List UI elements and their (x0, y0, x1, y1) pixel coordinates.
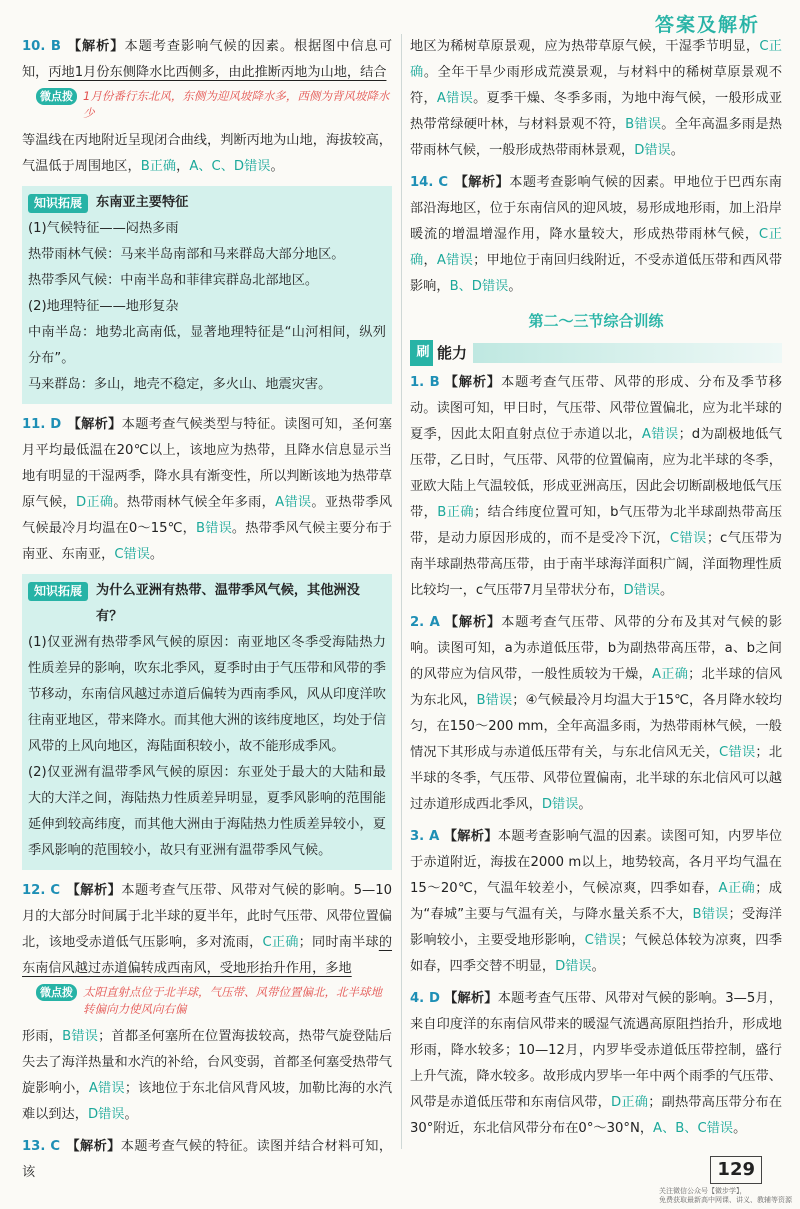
answer-10: 10. B 【解析】本题考查影响气候的因素。根据图中信息可知，丙地1月份东侧降水比西侧多，由此推断丙地为山地，结合 微点拨 1月份番行东北风，东侧为迎风坡降水多，西侧为背风坡降水少 等温线在丙地附近呈现闭合曲线，判断丙地为山地，海拔较高，气温低于周围地区，B正确，A、C、D错误。 (22, 39, 393, 174)
underlined-text: 丙地1月份东侧降水比西侧多，由此推断丙地为山地，结合 (48, 65, 387, 80)
knowledge-badge: 知识拓展 (28, 194, 88, 213)
underlined-text: 的东南信风越过赤道偏转成西南风，受地形抬升作用，多地 (22, 935, 393, 976)
page-number: 129 (710, 1156, 762, 1184)
question-number: 10. B (22, 39, 61, 54)
analysis-tag: 【解析】 (66, 39, 125, 54)
ability-label: 能力 (437, 344, 468, 362)
question-number: 14. C (410, 175, 449, 190)
answer-13-continued: 地区为稀树草原景观，应为热带草原气候，干湿季节明显，C正确。全年干旱少雨形成荒漠景观，与材料中的稀树草原景观不符，A错误。夏季干燥、冬季多雨，为地中海气候，一般形成亚热带常绿硬叶林，与材料景观不符，B错误。全年高温多雨是热带雨林气候，一般形成热带雨林景观，D错误。 (410, 39, 783, 158)
knowledge-box-southeast-asia: 知识拓展 东南亚主要特征 (1)气候特征——闷热多雨 热带雨林气候：马来半岛南部和马来群岛大部分地区。 热带季风气候：中南半岛和菲律宾群岛北部地区。 (2)地理特征——地形复杂 中南半岛：地势北高南低，显著地理特征是“山河相间，纵列分布”。 马来群岛：多山，地壳不稳定，多火山、地震灾害。 (22, 186, 392, 404)
question-number: 1. B (410, 375, 440, 390)
box-title: 为什么亚洲有热带、温带季风气候，其他洲没有？ (96, 583, 360, 624)
ability-bar (410, 340, 782, 366)
tip-badge: 微点拨 (36, 88, 77, 105)
section-title: 第二～三节综合训练 (528, 312, 664, 330)
question-number: 11. D (22, 417, 62, 432)
tip-badge: 微点拨 (36, 984, 77, 1001)
answer-12: 12. C 【解析】本题考查气压带、风带对气候的影响。5—10月的大部分时间属于北半球的夏半年，此时气压带、风带位置偏北，该地受赤道低气压影响，多对流雨，C正确；同时南半球的东南信风越过赤道偏转成西南风，受地形抬升作用，多地 微点拨 太阳直射点位于北半球，气压带、风带位置偏北，北半球地转偏向力使风向右偏 形雨，B错误；首都圣何塞所在位置海拔较高，热带气旋登陆后失去了海洋热量和水汽的补给，台风变弱，首都圣何塞受热带气旋影响小，A错误；该地位于东北信风背风坡，加勒比海的水汽难以到达，D错误。 (22, 883, 393, 1122)
answer-2: 2. A 【解析】本题考查气压带、风带的分布及其对气候的影响。读图可知，a为赤道低压带，b为副热带高压带，a、b之间的风带应为信风带，一般性质较为干燥，A正确；北半球的信风为东北风，B错误；④气候最冷月均温大于15℃，各月降水较均匀，在150～200 mm，全年高温多雨，为热带雨林气候，一般情况下其形成与赤道低压带有关，与东北信风无关，C错误；北半球的冬季，气压带、风带位置偏南，北半球的东北信风可以越过赤道形成西北季风，D错误。 (410, 615, 783, 812)
question-number: 12. C (22, 883, 61, 898)
column-divider (401, 34, 402, 1149)
question-number: 4. D (410, 991, 440, 1006)
question-number: 3. A (410, 829, 440, 844)
question-number: 2. A (410, 615, 440, 630)
page-header: 答案及解析 (654, 14, 760, 36)
answer-4: 4. D 【解析】本题考查气压带、风带对气候的影响。3—5月，来自印度洋的东南信风带来的暖湿气流遇高原阻挡抬升，形成地形雨，降水较多；10—12月，内罗毕受赤道低压带控制，盛行上升气流，降水较多。故形成内罗毕一年中两个雨季的气压带、风带是赤道低压带和东南信风带，D正确；副热带高压带分布在30°附近，东北信风带分布在0°～30°N，A、B、C错误。 (410, 991, 783, 1136)
tip-note: 微点拨 1月份番行东北风，东侧为迎风坡降水多，西侧为背风坡降水少 (36, 88, 392, 122)
answer-14: 14. C 【解析】本题考查影响气候的因素。甲地位于巴西东南部沿海地区，位于东南信风的迎风坡，易形成地形雨，加上沿岸暖流的增温增湿作用，降水量较大，形成热带雨林气候，C正确，A错误；甲地位于南回归线附近，不受赤道低压带和西风带影响，B、D错误。 (410, 175, 783, 294)
footnote: 关注微信公众号【微步学】， 免费获取最新高中网课、讲义、教辅等资源 (659, 1187, 792, 1204)
left-column (22, 34, 392, 1192)
answer-1: 1. B 【解析】本题考查气压带、风带的形成、分布及季节移动。读图可知，甲日时，气压带、风带位置偏北，应为北半球的夏季，因此太阳直射点位于赤道以北，A错误；d为副极地低气压带，乙日时，气压带、风带的位置偏南，应为北半球的冬季，亚欧大陆上气温较低，形成亚洲高压，因此会切断副极地低气压带，B正确；结合纬度位置可知，b气压带为北半球副热带高压带，是动力原因形成的，而不是受冷下沉，C错误；c气压带为南半球副热带高压带，由于南半球海洋面积广阔，洋面物理性质比较均一，c气压带7月呈带状分布，D错误。 (410, 375, 783, 598)
box-title: 东南亚主要特征 (96, 195, 189, 210)
bar-decoration (473, 343, 782, 363)
question-number: 13. C (22, 1139, 61, 1154)
answer-3: 3. A 【解析】本题考查影响气温的因素。读图可知，内罗毕位于赤道附近，海拔在2000 m以上，地势较高，各月平均气温在15～20℃，气温年较差小，气候凉爽，四季如春，A正确；成为“春城”主要与气温有关，与降水量关系不大，B错误；受海洋影响较小，主要受地形影响，C错误；气候总体较为凉爽，四季如春，四季交替不明显，D错误。 (410, 829, 783, 974)
knowledge-badge: 知识拓展 (28, 582, 88, 601)
answer-11: 11. D 【解析】本题考查气候类型与特征。读图可知，圣何塞月平均最低温在20℃以上，该地应为热带，且降水信息显示当地有明显的干湿两季，降水具有渐变性，所以判断该地为热带草原气候，D正确。热带雨林气候全年多雨，A错误。亚热带季风气候最冷月均温在0～15℃，B错误。热带季风气候主要分布于南亚、东南亚，C错误。 (22, 417, 393, 562)
answer-13: 13. C 【解析】本题考查气候的特征。读图并结合材料可知，该 (22, 1139, 393, 1180)
knowledge-box-monsoon: 知识拓展 为什么亚洲有热带、温带季风气候，其他洲没有？ (1)仅亚洲有热带季风气候的原因：南亚地区冬季受海陆热力性质差异的影响，吹东北季风，夏季时由于气压带和风带的季节移动，东南信风越过赤道后偏转为西南季风，风从印度洋吹往南亚地区，带来降水。而其他大洲的该纬度地区，均处于信风带的上风向地区，海陆面积较小，故不能形成季风。 (2)仅亚洲有温带季风气候的原因：东亚处于最大的大陆和最大的大洋之间，海陆热力性质差异明显，夏季风影响的范围能延伸到较高纬度，而其他大洲由于海陆热力性质差异较小，夏季风影响的范围较小，故只有亚洲有温带季风气候。 (22, 574, 392, 870)
right-column (410, 34, 782, 1148)
tip-note: 微点拨 太阳直射点位于北半球，气压带、风带位置偏北，北半球地转偏向力使风向右偏 (36, 984, 392, 1018)
brush-icon: 刷 (413, 340, 433, 366)
